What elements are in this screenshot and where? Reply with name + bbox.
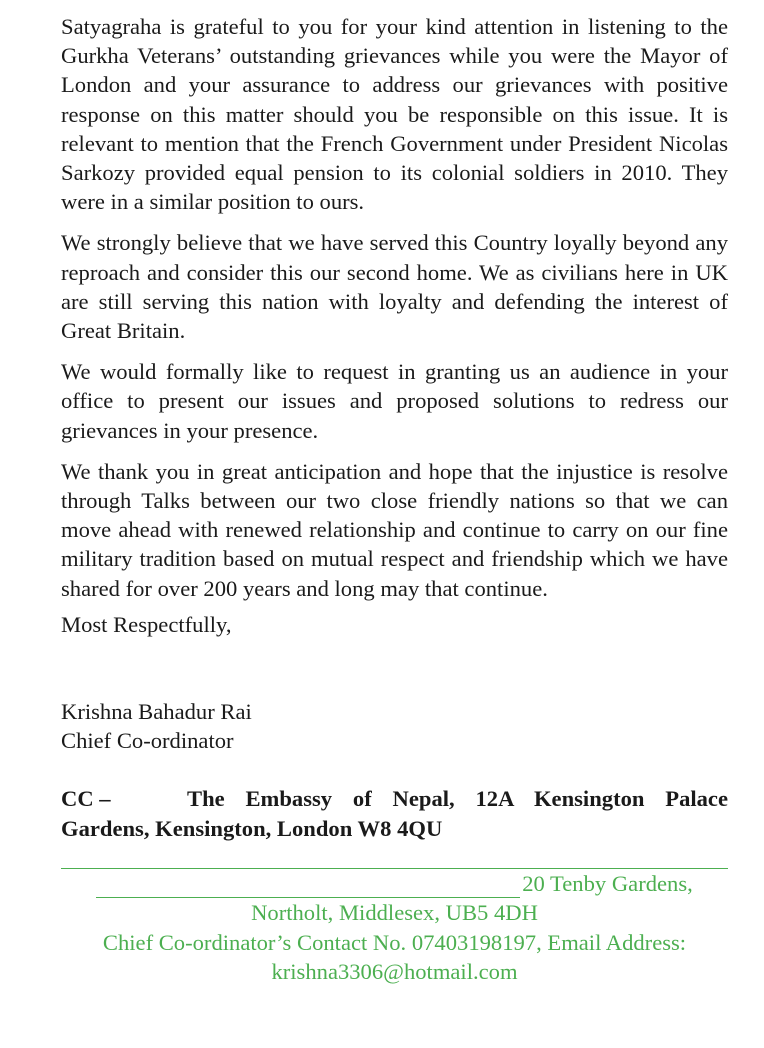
paragraph-4: We thank you in great anticipation and hope that the injustice is resolve through Talks between our two close friendly nations so that we can move ahead with renewed relationship and continue to carry on our fine military tradition based on mutual respect and friendship which we have shared for over 200 years and long may that continue. [61,458,728,601]
footer-address-1: 20 Tenby Gardens, [522,871,693,896]
cc-recipient: The Embassy of Nepal, 12A Kensington Palace Gardens, Kensington, London W8 4QU [61,786,728,841]
cc-line [61,784,728,842]
cc-label: CC – [61,786,111,812]
closing-salutation: Most Respectfully, [61,611,232,637]
footer-contact: Chief Co-ordinator’s Contact No. 07403198197, Email Address: [102,929,687,955]
signatory-name: Krishna Bahadur Rai [61,699,252,725]
paragraph-3: We would formally like to request in granting us an audience in your office to present our issues and proposed solutions to redress our grievances in your presence. [61,359,728,443]
footer-address-2: Northolt, Middlesex, UB5 4DH [251,900,538,926]
footer-address-line [61,869,728,898]
paragraph-2: We strongly believe that we have served this Country loyally beyond any reproach and consider this our second home. We as civilians here in UK are still serving this nation with loyalty and defending the interest of Great Britain. [61,230,728,344]
footer-underline [96,875,520,898]
footer-email[interactable]: krishna3306@hotmail.com [271,959,518,985]
letterhead-footer [61,846,728,987]
signature-space [61,639,728,697]
footer-divider [61,846,728,869]
paragraph-1: Satyagraha is grateful to you for your kind attention in listening to the Gurkha Veterans’ outstanding grievances while you were the Mayor of London and your assurance to address our grievances with positive response on this matter should you be responsible on this issue. It is relevant to mention that the French Government under President Nicolas Sarkozy provided equal pension to its colonial soldiers in 2010. They were in a similar position to ours. [61,14,728,215]
letter-body [61,0,728,843]
signatory-title: Chief Co-ordinator [61,728,234,754]
